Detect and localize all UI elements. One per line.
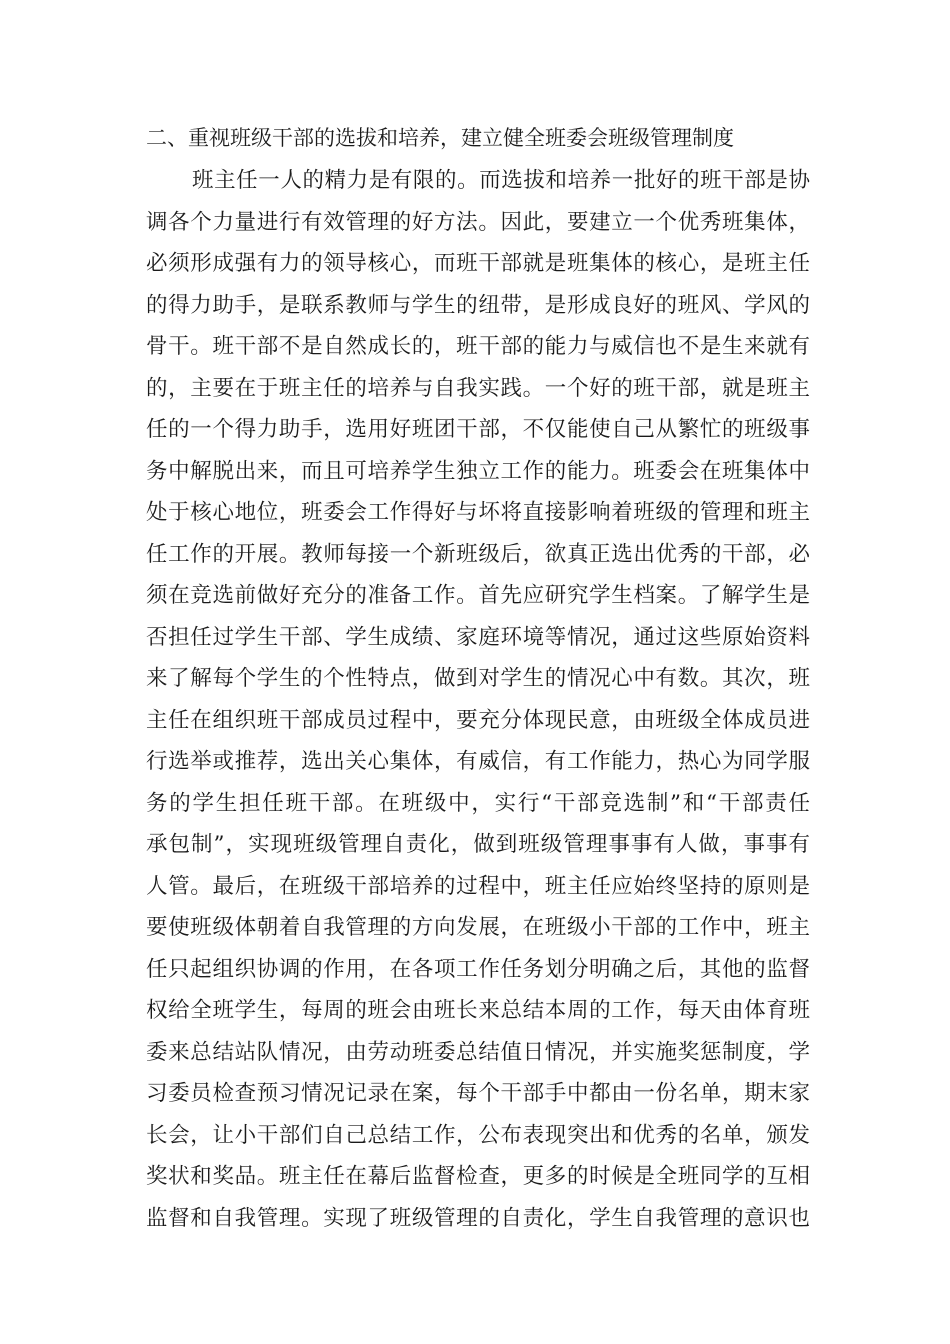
text-line: 习委员检查预习情况记录在案，每个干部手中都由一份名单，期末家 — [146, 1081, 810, 1106]
text-line: 长会，让小干部们自己总结工作，公布表现突出和优秀的名单，颁发 — [146, 1122, 810, 1148]
text-line: 否担任过学生干部、学生成绩、家庭环境等情况，通过这些原始资料 — [146, 624, 810, 650]
text-line: 必须形成强有力的领导核心，而班干部就是班集体的核心，是班主任 — [146, 251, 810, 276]
text-line: 的，主要在于班主任的培养与自我实践。一个好的班干部，就是班主 — [146, 375, 810, 401]
text-line: 人管。最后，在班级干部培养的过程中，班主任应始终坚持的原则是 — [146, 873, 810, 899]
text-line: 班主任一人的精力是有限的。而选拔和培养一批好的班干部是协 — [192, 168, 810, 193]
text-line: 行选举或推荐，选出关心集体，有威信，有工作能力，热心为同学服 — [146, 749, 810, 774]
text-line: 权给全班学生，每周的班会由班长来总结本周的工作，每天由体育班 — [146, 998, 810, 1023]
text-line: 任只起组织协调的作用，在各项工作任务划分明确之后，其他的监督 — [146, 956, 810, 982]
text-line: 主任在组织班干部成员过程中，要充分体现民意，由班级全体成员进 — [146, 707, 810, 733]
text-line: 处于核心地位，班委会工作得好与坏将直接影响着班级的管理和班主 — [146, 500, 810, 525]
text-line: 调各个力量进行有效管理的好方法。因此，要建立一个优秀班集体， — [146, 209, 810, 235]
text-line: 承包制”，实现班级管理自责化，做到班级管理事事有人做，事事有 — [146, 832, 810, 857]
text-line: 委来总结站队情况，由劳动班委总结值日情况，并实施奖惩制度，学 — [146, 1039, 810, 1065]
text-line: 奖状和奖品。班主任在幕后监督检查，更多的时候是全班同学的互相 — [146, 1164, 810, 1189]
text-line: 任工作的开展。教师每接一个新班级后，欲真正选出优秀的干部，必 — [146, 541, 810, 567]
text-line: 监督和自我管理。实现了班级管理的自责化，学生自我管理的意识也 — [146, 1205, 810, 1231]
text-line: 的得力助手，是联系教师与学生的纽带，是形成良好的班风、学风的 — [146, 292, 810, 318]
text-line: 务的学生担任班干部。在班级中，实行“干部竞选制”和“干部责任 — [146, 790, 810, 816]
text-line: 要使班级体朝着自我管理的方向发展，在班级小干部的工作中，班主 — [146, 915, 810, 940]
text-line: 来了解每个学生的个性特点，做到对学生的情况心中有数。其次，班 — [146, 666, 810, 691]
text-line: 任的一个得力助手，选用好班团干部，不仅能使自己从繁忙的班级事 — [146, 417, 810, 442]
text-line: 务中解脱出来，而且可培养学生独立工作的能力。班委会在班集体中 — [146, 458, 810, 484]
text-line: 骨干。班干部不是自然成长的，班干部的能力与威信也不是生来就有 — [146, 334, 810, 359]
text-line: 须在竞选前做好充分的准备工作。首先应研究学生档案。了解学生是 — [146, 583, 810, 608]
section-heading: 二、重视班级干部的选拔和培养，建立健全班委会班级管理制度 — [146, 126, 734, 150]
body-paragraph — [146, 160, 810, 1239]
